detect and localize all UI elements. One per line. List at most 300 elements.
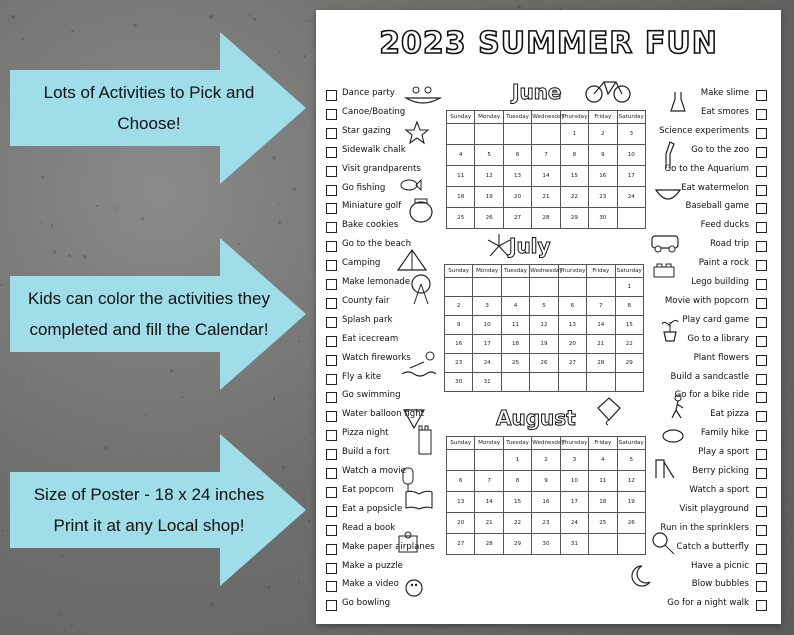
- calendar-day-cell[interactable]: 10: [617, 145, 645, 166]
- activity-label: Have a picnic: [691, 560, 749, 571]
- calendar-week-row: [447, 124, 646, 145]
- texture-speck: [0, 284, 2, 286]
- texture-speck: [279, 202, 281, 204]
- calendar-day-cell[interactable]: 3: [560, 450, 588, 471]
- calendar-day-cell[interactable]: 21: [587, 335, 615, 354]
- activity-checkbox[interactable]: [326, 525, 337, 536]
- calendar-day-cell[interactable]: 30: [445, 373, 473, 392]
- calendar-day-cell[interactable]: 1: [503, 450, 531, 471]
- activity-checkbox[interactable]: [326, 430, 337, 441]
- calendar-day-cell[interactable]: 21: [475, 513, 503, 534]
- activity-label: Make a puzzle: [342, 560, 403, 571]
- activity-checkbox[interactable]: [756, 525, 767, 536]
- calendar-day-cell[interactable]: 3: [617, 124, 645, 145]
- activity-checkbox[interactable]: [326, 317, 337, 328]
- activity-label: Build a sandcastle: [670, 371, 749, 382]
- texture-speck: [211, 603, 214, 606]
- texture-speck: [40, 222, 42, 224]
- activity-checkbox[interactable]: [326, 544, 337, 555]
- calendar-day-cell[interactable]: [589, 534, 617, 555]
- calendar-day-cell[interactable]: 20: [558, 335, 586, 354]
- calendar-day-cell[interactable]: 17: [560, 492, 588, 513]
- callout-text-line1: Kids can color the activities they: [28, 289, 270, 308]
- calendar-day-cell[interactable]: 24: [560, 513, 588, 534]
- callout-text-line2: completed and fill the Calendar!: [29, 320, 269, 339]
- calendar-day-cell[interactable]: 26: [617, 513, 645, 534]
- callout-arrow-color: [10, 236, 308, 392]
- weekday-label: Saturday: [615, 265, 643, 278]
- calendar-day-cell[interactable]: 14: [532, 166, 560, 187]
- activity-label: Bake cookies: [342, 220, 399, 231]
- activity-checkbox[interactable]: [326, 600, 337, 611]
- calendar-day-cell[interactable]: 29: [503, 534, 531, 555]
- calendar-day-cell[interactable]: 9: [589, 145, 617, 166]
- activity-label: Blow bubbles: [691, 579, 749, 590]
- activity-label: Go for a bike ride: [674, 390, 749, 401]
- calendar-day-cell[interactable]: 14: [475, 492, 503, 513]
- activity-checkbox[interactable]: [756, 128, 767, 139]
- activity-label: Play card game: [682, 314, 749, 325]
- summer-poster: [316, 10, 781, 624]
- activity-checkbox[interactable]: [326, 128, 337, 139]
- calendar-day-cell[interactable]: 11: [447, 166, 475, 187]
- calendar-day-cell[interactable]: 11: [501, 316, 529, 335]
- activity-label: Fly a kite: [342, 371, 382, 382]
- texture-speck: [311, 432, 313, 434]
- activity-checkbox[interactable]: [756, 563, 767, 574]
- activity-label: Family hike: [700, 428, 749, 439]
- calendar-day-cell[interactable]: 1: [615, 278, 643, 297]
- activity-checkbox[interactable]: [756, 147, 767, 158]
- activity-label: Camping: [342, 258, 381, 269]
- calendar-day-cell[interactable]: 4: [501, 297, 529, 316]
- activity-label: Build a fort: [342, 447, 390, 458]
- weekday-label: Monday: [475, 437, 503, 450]
- activity-checkbox[interactable]: [756, 279, 767, 290]
- activity-checkbox[interactable]: [756, 260, 767, 271]
- calendar-day-cell[interactable]: 18: [501, 335, 529, 354]
- activity-checkbox[interactable]: [756, 506, 767, 517]
- weekday-label: Sunday: [445, 265, 473, 278]
- activity-checkbox[interactable]: [326, 487, 337, 498]
- calendar-week-row: [447, 471, 646, 492]
- calendar-day-cell[interactable]: 27: [503, 208, 531, 229]
- calendar-day-cell[interactable]: 29: [560, 208, 588, 229]
- calendar-day-cell[interactable]: [447, 124, 475, 145]
- calendar-header-row: [445, 265, 644, 278]
- callout-text-line1: Size of Poster - 18 x 24 inches: [33, 485, 265, 504]
- calendar-day-cell[interactable]: 31: [560, 534, 588, 555]
- weekday-label: Wednesday: [532, 111, 560, 124]
- texture-speck: [308, 20, 310, 22]
- calendar-day-cell[interactable]: 19: [475, 187, 503, 208]
- calendar-week-row: [447, 534, 646, 555]
- calendar-day-cell[interactable]: 23: [532, 513, 560, 534]
- activity-label: Watch a sport: [689, 484, 749, 495]
- calendar-day-cell[interactable]: 7: [532, 145, 560, 166]
- calendar-day-cell[interactable]: 9: [532, 471, 560, 492]
- activity-label: Go fishing: [342, 182, 386, 193]
- activity-checkbox[interactable]: [756, 241, 767, 252]
- calendar-day-cell[interactable]: [475, 450, 503, 471]
- van-icon: [650, 232, 680, 254]
- bowling-ball-icon: [404, 578, 424, 598]
- calendar-day-cell[interactable]: 16: [445, 335, 473, 354]
- calendar-day-cell[interactable]: 23: [589, 187, 617, 208]
- calendar-day-cell[interactable]: [615, 373, 643, 392]
- texture-speck: [517, 5, 521, 9]
- activity-checkbox[interactable]: [756, 581, 767, 592]
- calendar-day-cell[interactable]: 14: [587, 316, 615, 335]
- texture-speck: [273, 397, 276, 400]
- calendar-day-cell[interactable]: 9: [445, 316, 473, 335]
- activity-checkbox[interactable]: [326, 279, 337, 290]
- calendar-day-cell[interactable]: [587, 278, 615, 297]
- activity-label: Watch a movie: [342, 466, 406, 476]
- calendar-day-cell[interactable]: 2: [532, 450, 560, 471]
- calendar-week-row: [445, 335, 644, 354]
- calendar-day-cell[interactable]: 23: [445, 354, 473, 373]
- calendar-day-cell[interactable]: 13: [558, 316, 586, 335]
- texture-speck: [60, 613, 62, 615]
- activity-checkbox[interactable]: [326, 374, 337, 385]
- calendar-day-cell[interactable]: 16: [589, 166, 617, 187]
- activity-label: Canoe/Boating: [342, 106, 406, 117]
- activity-checkbox[interactable]: [326, 185, 337, 196]
- activity-label: Visit playground: [679, 503, 749, 514]
- calendar-day-cell[interactable]: [501, 278, 529, 297]
- activity-label: Play a sport: [698, 447, 749, 458]
- texture-speck: [293, 188, 296, 191]
- weekday-label: Saturday: [617, 111, 645, 124]
- activity-checkbox[interactable]: [326, 109, 337, 120]
- calendar-day-cell[interactable]: [473, 278, 501, 297]
- texture-speck: [182, 396, 184, 398]
- activity-checkbox[interactable]: [326, 336, 337, 347]
- activity-checkbox[interactable]: [756, 468, 767, 479]
- calendar-day-cell[interactable]: 25: [589, 513, 617, 534]
- calendar-day-cell[interactable]: [530, 373, 558, 392]
- calendar-day-cell[interactable]: [501, 373, 529, 392]
- activity-checkbox[interactable]: [756, 298, 767, 309]
- calendar-day-cell[interactable]: [617, 208, 645, 229]
- activity-label: Plant flowers: [693, 352, 749, 363]
- calendar-day-cell[interactable]: 17: [617, 166, 645, 187]
- calendar-day-cell[interactable]: [445, 278, 473, 297]
- activity-label: Miniature golf: [342, 201, 402, 212]
- month-title-june: June: [512, 80, 562, 104]
- calendar-day-cell[interactable]: 2: [445, 297, 473, 316]
- puzzle-icon: [396, 530, 422, 556]
- bicycle-icon: [584, 76, 632, 104]
- activity-label: Go to the Aquarium: [664, 163, 749, 174]
- calendar-day-cell[interactable]: 8: [503, 471, 531, 492]
- calendar-day-cell[interactable]: 3: [473, 297, 501, 316]
- activity-checkbox[interactable]: [326, 260, 337, 271]
- weekday-label: Friday: [589, 111, 617, 124]
- calendar-week-row: [445, 354, 644, 373]
- calendar-day-cell[interactable]: 24: [473, 354, 501, 373]
- calendar-week-row: [445, 316, 644, 335]
- calendar-day-cell[interactable]: 28: [532, 208, 560, 229]
- calendar-day-cell[interactable]: [530, 278, 558, 297]
- calendar-day-cell[interactable]: [503, 124, 531, 145]
- calendar-day-cell[interactable]: 25: [501, 354, 529, 373]
- calendar-week-row: [447, 145, 646, 166]
- month-title-august: August: [496, 406, 576, 430]
- ferris-wheel-icon: [410, 272, 432, 306]
- calendar-week-row: [445, 373, 644, 392]
- activity-checkbox[interactable]: [326, 355, 337, 366]
- weekday-label: Tuesday: [503, 111, 531, 124]
- star-icon: [404, 120, 430, 146]
- weekday-label: Thursday: [560, 437, 588, 450]
- plant-pot-icon: [658, 316, 682, 342]
- flask-icon: [670, 90, 686, 114]
- weekday-label: Thursday: [558, 265, 586, 278]
- calendar-week-row: [445, 278, 644, 297]
- calendar-day-cell[interactable]: 21: [532, 187, 560, 208]
- activity-label: Eat smores: [700, 106, 749, 117]
- texture-speck: [278, 221, 281, 224]
- calendar-day-cell[interactable]: [558, 373, 586, 392]
- activity-checkbox[interactable]: [326, 90, 337, 101]
- calendar-day-cell[interactable]: [475, 124, 503, 145]
- calendar-day-cell[interactable]: 15: [560, 166, 588, 187]
- activity-checkbox[interactable]: [756, 355, 767, 366]
- moon-stars-icon: [626, 562, 654, 590]
- calendar-day-cell[interactable]: 15: [615, 316, 643, 335]
- calendar-day-cell[interactable]: [447, 450, 475, 471]
- activity-label: Sidewalk chalk: [342, 144, 406, 155]
- activity-label: Lego building: [691, 277, 749, 287]
- calendar-day-cell[interactable]: 6: [447, 471, 475, 492]
- calendar-week-row: [445, 297, 644, 316]
- activity-label: Make lemonade: [342, 277, 411, 287]
- calendar-day-cell[interactable]: 15: [503, 492, 531, 513]
- open-book-icon: [404, 488, 434, 510]
- playground-slide-icon: [652, 454, 676, 480]
- calendar-day-cell[interactable]: 6: [503, 145, 531, 166]
- giraffe-icon: [662, 140, 678, 170]
- activity-checkbox[interactable]: [756, 222, 767, 233]
- calendar-week-row: [447, 208, 646, 229]
- activity-checkbox[interactable]: [756, 430, 767, 441]
- weekday-label: Thursday: [560, 111, 588, 124]
- activity-checkbox[interactable]: [756, 374, 767, 385]
- activity-checkbox[interactable]: [326, 506, 337, 517]
- calendar-week-row: [447, 492, 646, 513]
- calendar-day-cell[interactable]: 7: [587, 297, 615, 316]
- lollipop-icon: [650, 530, 676, 556]
- weekday-label: Monday: [473, 265, 501, 278]
- activity-label: Watch fireworks: [342, 352, 411, 363]
- texture-speck: [2, 530, 4, 532]
- tent-icon: [396, 248, 428, 272]
- activity-checkbox[interactable]: [326, 203, 337, 214]
- calendar-day-cell[interactable]: 10: [560, 471, 588, 492]
- callout-text-line1: Lots of Activities to Pick and: [43, 83, 255, 102]
- fish-icon: [400, 176, 422, 194]
- calendar-day-cell[interactable]: 2: [589, 124, 617, 145]
- activity-label: Baseball game: [685, 201, 749, 212]
- weekday-label: Saturday: [617, 437, 645, 450]
- calendar-day-cell[interactable]: 28: [587, 354, 615, 373]
- calendar-day-cell[interactable]: 13: [447, 492, 475, 513]
- texture-speck: [190, 598, 192, 600]
- calendar-week-row: [447, 166, 646, 187]
- activity-checkbox[interactable]: [326, 563, 337, 574]
- activity-label: Make paper airplanes: [342, 541, 435, 552]
- weekday-label: Tuesday: [503, 437, 531, 450]
- activity-checkbox[interactable]: [326, 411, 337, 422]
- calendar-day-cell[interactable]: 27: [447, 534, 475, 555]
- activity-checkbox[interactable]: [756, 449, 767, 460]
- calendar-day-cell[interactable]: 22: [503, 513, 531, 534]
- calendar-day-cell[interactable]: 5: [617, 450, 645, 471]
- calendar-day-cell[interactable]: 22: [560, 187, 588, 208]
- calendar-day-cell[interactable]: 12: [617, 471, 645, 492]
- activity-label: Eat a popsicle: [342, 503, 403, 514]
- calendar-day-cell[interactable]: 5: [530, 297, 558, 316]
- calendar-day-cell[interactable]: [532, 124, 560, 145]
- calendar-day-cell[interactable]: 24: [617, 187, 645, 208]
- calendar-day-cell[interactable]: 20: [503, 187, 531, 208]
- calendar-day-cell[interactable]: 18: [589, 492, 617, 513]
- activity-checkbox[interactable]: [326, 241, 337, 252]
- activity-label: Eat icecream: [342, 333, 399, 344]
- activity-checkbox[interactable]: [756, 109, 767, 120]
- activity-label: Movie with popcorn: [664, 295, 749, 306]
- calendar-day-cell[interactable]: [617, 534, 645, 555]
- activity-checkbox[interactable]: [756, 600, 767, 611]
- calendar-day-cell[interactable]: 20: [447, 513, 475, 534]
- calendar-week-row: [447, 450, 646, 471]
- calendar-day-cell[interactable]: 7: [475, 471, 503, 492]
- activity-label: Go to the zoo: [691, 144, 749, 155]
- texture-speck: [249, 14, 252, 17]
- calendar-day-cell[interactable]: 25: [447, 208, 475, 229]
- texture-speck: [116, 207, 117, 208]
- activity-checkbox[interactable]: [756, 317, 767, 328]
- calendar-day-cell[interactable]: [558, 278, 586, 297]
- activity-label: County fair: [342, 295, 390, 306]
- calendar-day-cell[interactable]: 1: [560, 124, 588, 145]
- calendar-day-cell[interactable]: 12: [530, 316, 558, 335]
- calendar-header-row: [447, 111, 646, 124]
- castle-fort-icon: [416, 422, 434, 456]
- texture-speck: [256, 225, 257, 226]
- activity-label: Water balloon fight: [342, 409, 425, 420]
- activity-label: Go to the beach: [342, 239, 412, 250]
- activity-label: Make slime: [700, 88, 749, 98]
- activity-checkbox[interactable]: [326, 298, 337, 309]
- activity-label: Science experiments: [659, 125, 749, 136]
- activity-label: Catch a butterfly: [676, 541, 749, 552]
- activity-checkbox[interactable]: [756, 392, 767, 403]
- weekday-label: Friday: [587, 265, 615, 278]
- calendar-week-row: [447, 513, 646, 534]
- texture-speck: [145, 414, 147, 416]
- kite-icon: [596, 396, 622, 426]
- activity-label: Star gazing: [342, 125, 391, 136]
- texture-speck: [133, 24, 136, 27]
- calendar-day-cell[interactable]: [587, 373, 615, 392]
- activity-checkbox[interactable]: [326, 392, 337, 403]
- calendar-day-cell[interactable]: 8: [560, 145, 588, 166]
- calendar-day-cell[interactable]: 4: [447, 145, 475, 166]
- weekday-label: Sunday: [447, 437, 475, 450]
- activity-label: Pizza night: [342, 428, 389, 439]
- activity-checkbox[interactable]: [326, 468, 337, 479]
- calendar-day-cell[interactable]: 5: [475, 145, 503, 166]
- calendar-day-cell[interactable]: 19: [530, 335, 558, 354]
- activity-checkbox[interactable]: [756, 411, 767, 422]
- football-icon: [662, 428, 684, 444]
- texture-speck: [51, 224, 53, 226]
- calendar-day-cell[interactable]: 28: [475, 534, 503, 555]
- activity-checkbox[interactable]: [756, 203, 767, 214]
- calendar-day-cell[interactable]: 10: [473, 316, 501, 335]
- activity-label: Go swimming: [342, 390, 401, 401]
- texture-speck: [141, 217, 144, 220]
- activity-checkbox[interactable]: [756, 90, 767, 101]
- calendar-day-cell[interactable]: 4: [589, 450, 617, 471]
- activity-checkbox[interactable]: [326, 449, 337, 460]
- calendar-day-cell[interactable]: 8: [615, 297, 643, 316]
- calendar-day-cell[interactable]: 6: [558, 297, 586, 316]
- calendar-day-cell[interactable]: 27: [558, 354, 586, 373]
- calendar-day-cell[interactable]: 29: [615, 354, 643, 373]
- calendar-day-cell[interactable]: 26: [530, 354, 558, 373]
- calendar-day-cell[interactable]: 12: [475, 166, 503, 187]
- calendar-day-cell[interactable]: 17: [473, 335, 501, 354]
- activity-checkbox[interactable]: [756, 185, 767, 196]
- activity-checkbox[interactable]: [326, 147, 337, 158]
- activity-checkbox[interactable]: [326, 222, 337, 233]
- calendar-day-cell[interactable]: 30: [589, 208, 617, 229]
- poster-title: 2023 SUMMER FUN: [379, 26, 718, 61]
- activity-checkbox[interactable]: [756, 487, 767, 498]
- activity-label: Go for a night walk: [667, 598, 749, 609]
- calendar-day-cell[interactable]: 26: [475, 208, 503, 229]
- calendar-day-cell[interactable]: 22: [615, 335, 643, 354]
- calendar-day-cell[interactable]: 11: [589, 471, 617, 492]
- calendar-day-cell[interactable]: 16: [532, 492, 560, 513]
- activity-label: Visit grandparents: [342, 163, 421, 174]
- calendar-day-cell[interactable]: 19: [617, 492, 645, 513]
- activity-checkbox[interactable]: [756, 166, 767, 177]
- calendar-day-cell[interactable]: 31: [473, 373, 501, 392]
- calendar-day-cell[interactable]: 13: [503, 166, 531, 187]
- activity-checkbox[interactable]: [326, 581, 337, 592]
- texture-speck: [253, 18, 256, 21]
- activity-label: Berry picking: [692, 466, 749, 476]
- calendar-day-cell[interactable]: 18: [447, 187, 475, 208]
- fireworks-icon: [484, 232, 514, 260]
- texture-speck: [96, 205, 98, 207]
- lego-brick-icon: [652, 262, 676, 278]
- cookie-jar-icon: [408, 196, 434, 224]
- weekday-label: Friday: [589, 437, 617, 450]
- activity-checkbox[interactable]: [756, 544, 767, 555]
- activity-checkbox[interactable]: [756, 336, 767, 347]
- calendar-day-cell[interactable]: 30: [532, 534, 560, 555]
- activity-label: Go to a library: [687, 333, 749, 344]
- activity-label: Paint a rock: [698, 258, 749, 269]
- callout-arrow-activities: [10, 30, 308, 186]
- activity-checkbox[interactable]: [326, 166, 337, 177]
